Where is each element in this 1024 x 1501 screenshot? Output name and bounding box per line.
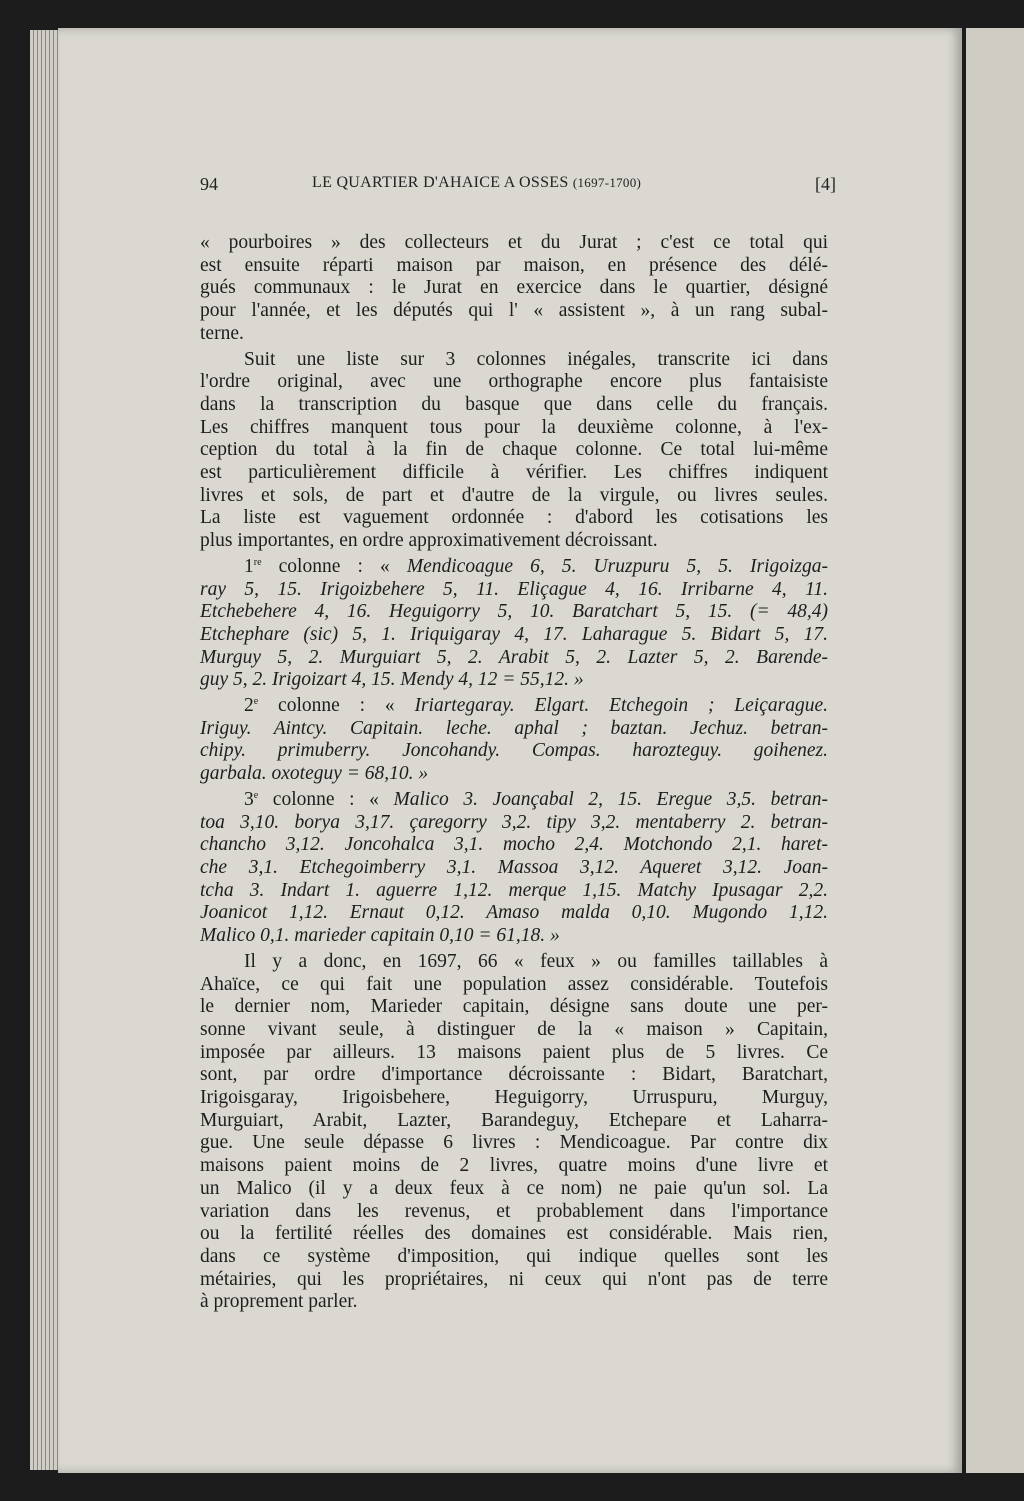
column-ordinal-suffix: e: [253, 789, 259, 801]
column-number: 3: [244, 788, 254, 810]
text-line: dans la transcription du basque que dans celle du français.: [200, 393, 828, 415]
section-number: [4]: [815, 174, 836, 194]
text-line: un Malico (il y a deux feux à ce nom) ne paie qu'un sol. La: [200, 1177, 828, 1199]
text-line: La liste est vaguement ordonnée : d'abord les cotisations les: [200, 507, 828, 529]
body-text: [200, 229, 828, 1314]
text-line: Iriguy. Aintcy. Capitain. leche. aphal ; baztan. Jechuz. betran-: [200, 717, 828, 739]
text-line: Irigoisgaray, Irigoisbehere, Heguigorry, Urruspuru, Murguy,: [200, 1087, 828, 1109]
text-line: gue. Une seule dépasse 6 livres : Mendicoague. Par contre dix: [200, 1132, 828, 1154]
column-3-list: [200, 789, 828, 948]
column-label: colonne : «: [258, 695, 415, 717]
text-line: pour l'année, et les députés qui l' « assistent », à un rang subal-: [200, 300, 828, 322]
column-entries: Mendicoague 6, 5. Uruzpuru 5, 5. Irigoizga-: [406, 555, 828, 577]
text-line: est ensuite réparti maison par maison, en présence des délé-: [200, 254, 828, 276]
text-line: livres et sols, de part et d'autre de la virgule, ou livres seules.: [200, 484, 828, 506]
running-title-text: LE QUARTIER D'AHAICE A OSSES: [312, 174, 569, 191]
text-line: Joanicot 1,12. Ernaut 0,12. Amaso malda 0,10. Mugondo 1,12.: [200, 902, 828, 924]
text-line: Suit une liste sur 3 colonnes inégales, transcrite ici dans: [244, 348, 828, 370]
text-line: [200, 789, 828, 812]
column-label: colonne : «: [258, 788, 394, 810]
text-line: Etchephare (sic) 5, 1. Iriquigaray 4, 17. Laharague 5. Bidart 5, 17.: [200, 623, 828, 645]
text-line: Murguy 5, 2. Murguiart 5, 2. Arabit 5, 2. Lazter 5, 2. Barende-: [200, 646, 828, 668]
text-line: Murguiart, Arabit, Lazter, Barandeguy, Etchepare et Laharra-: [200, 1109, 828, 1131]
text-line: ception du total à la fin de chaque colonne. Ce total lui-même: [200, 439, 828, 461]
text-line: ray 5, 15. Irigoizbehere 5, 11. Eliçague 4, 16. Irribarne 4, 11.: [200, 578, 828, 600]
text-line: garbala. oxoteguy = 68,10. »: [200, 763, 429, 785]
text-line: [200, 695, 828, 718]
text-line: Malico 0,1. marieder capitain 0,10 = 61,18. »: [200, 925, 560, 947]
text-line: Etchebehere 4, 16. Heguigorry 5, 10. Baratchart 5, 15. (= 48,4): [200, 601, 828, 623]
text-line: gués communaux : le Jurat en exercice dans le quartier, désigné: [200, 277, 828, 299]
text-line: chancho 3,12. Joncohalca 3,1. mocho 2,4. Motchondo 2,1. haret-: [200, 834, 828, 856]
text-line: est particulièrement difficile à vérifier. Les chiffres indiquent: [200, 462, 828, 484]
text-line: ou la fertilité réelles des domaines est considérable. Mais rien,: [200, 1223, 828, 1245]
column-entries: Iriartegaray. Elgart. Etchegoin ; Leiçarague.: [414, 695, 828, 717]
column-entries: Malico 3. Joançabal 2, 15. Eregue 3,5. betran-: [393, 788, 828, 810]
paragraph-1: [200, 232, 828, 346]
column-1-list: [200, 556, 828, 692]
text-line: maisons paient moins de 2 livres, quatre moins d'une livre et: [200, 1155, 828, 1177]
text-line: sonne vivant seule, à distinguer de la « maison » Capitain,: [200, 1018, 828, 1040]
text-line: che 3,1. Etchegoimberry 3,1. Massoa 3,12. Aqueret 3,12. Joan-: [200, 856, 828, 878]
text-line: plus importantes, en ordre approximativement décroissant.: [200, 530, 658, 552]
text-line: terne.: [200, 322, 244, 344]
column-number: 2: [244, 695, 254, 717]
text-line: le dernier nom, Marieder capitain, désigne sans doute une per-: [200, 996, 828, 1018]
running-header: [200, 174, 836, 200]
text-line: Il y a donc, en 1697, 66 « feux » ou familles taillables à: [244, 950, 828, 972]
text-line: Les chiffres manquent tous pour la deuxième colonne, à l'ex-: [200, 416, 828, 438]
text-line: sont, par ordre d'importance décroissante : Bidart, Baratchart,: [200, 1064, 828, 1086]
text-line: Ahaïce, ce qui fait une population assez considérable. Toutefois: [200, 973, 828, 995]
text-line: à proprement parler.: [200, 1291, 358, 1313]
text-line: tcha 3. Indart 1. aguerre 1,12. merque 1,15. Matchy Ipusagar 2,2.: [200, 879, 828, 901]
column-ordinal-suffix: e: [253, 696, 259, 708]
text-line: guy 5, 2. Irigoizart 4, 15. Mendy 4, 12 = 55,12. »: [200, 669, 584, 691]
facing-page-edge: [966, 28, 1024, 1473]
text-line: [200, 556, 828, 579]
running-title-years: (1697-1700): [572, 175, 642, 190]
text-line: variation dans les revenus, et probablement dans l'importance: [200, 1200, 828, 1222]
running-title: [312, 174, 641, 192]
text-line: chipy. primuberry. Joncohandy. Compas. harozteguy. goihenez.: [200, 740, 828, 762]
text-line: toa 3,10. borya 3,17. çaregorry 3,2. tipy 3,2. mentaberry 2. betran-: [200, 811, 828, 833]
paragraph-2: [200, 349, 828, 553]
text-line: métairies, qui les propriétaires, ni ceux qui n'ont pas de terre: [200, 1268, 828, 1290]
column-label: colonne : «: [261, 555, 407, 577]
column-number: 1: [244, 555, 254, 577]
text-line: « pourboires » des collecteurs et du Jurat ; c'est ce total qui: [200, 232, 828, 253]
page-number: 94: [200, 174, 218, 194]
paragraph-3: [200, 951, 828, 1314]
text-line: imposée par ailleurs. 13 maisons paient plus de 5 livres. Ce: [200, 1041, 828, 1063]
column-2-list: [200, 695, 828, 786]
text-line: l'ordre original, avec une orthographe encore plus fantaisiste: [200, 371, 828, 393]
text-line: dans ce système d'imposition, qui indique quelles sont les: [200, 1245, 828, 1267]
column-ordinal-suffix: re: [253, 556, 262, 568]
